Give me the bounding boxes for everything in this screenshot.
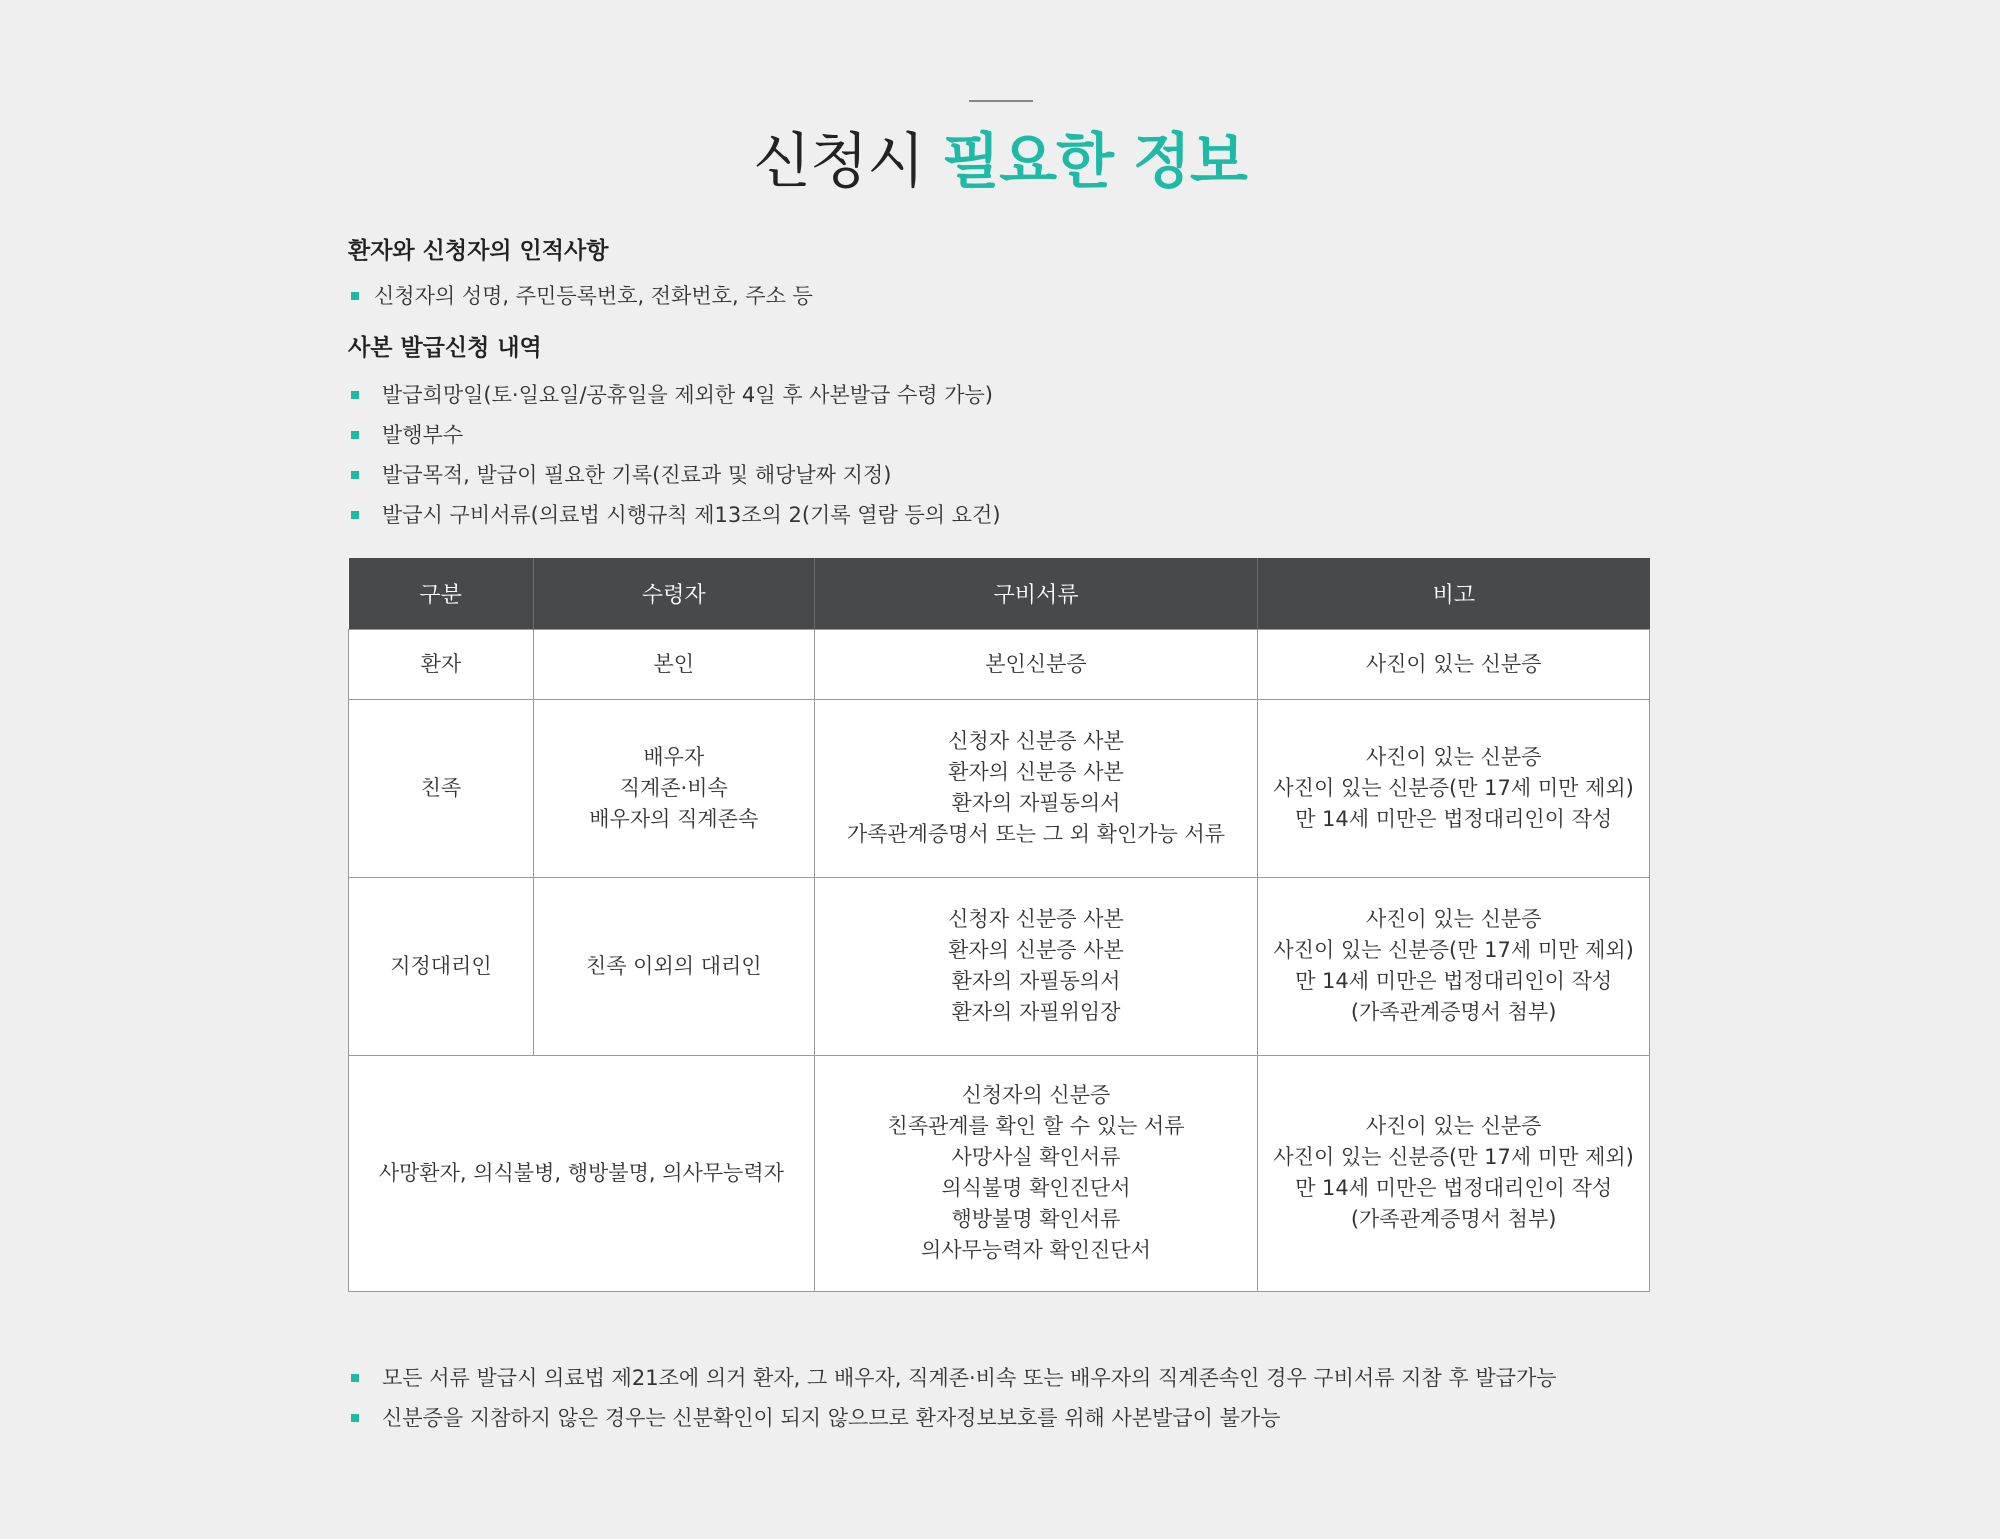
list-item-text: 신청자의 성명, 주민등록번호, 전화번호, 주소 등 [374,284,813,308]
cell-notes [1258,877,1650,1055]
cell-line: 본인신분증 [985,651,1087,676]
cell-line: 환자의 자필위임장 [951,1000,1121,1024]
cell-line: 의식불명 확인진단서 [941,1176,1131,1200]
cell-line: 환자의 자필동의서 [951,791,1121,815]
footnote-item [348,1358,1557,1398]
cell-line: 배우자의 직계존속 [589,806,759,831]
table-row [349,1055,1650,1291]
list-item [348,415,1001,455]
cell-line: 사진이 있는 신분증(만 17세 미만 제외) [1273,1145,1634,1169]
cell-line: 만 14세 미만은 법정대리인이 작성 [1295,1176,1613,1200]
cell-line: 가족관계증명서 또는 그 외 확인가능 서류 [846,822,1226,846]
list-item-text: 발급목적, 발급이 필요한 기록(진료과 및 해당날짜 지정) [382,463,892,487]
list-item [348,276,813,316]
cell-line: 환자의 신분증 사본 [948,938,1124,962]
cell-line: 신청자 신분증 사본 [948,729,1124,753]
cell-line: 사진이 있는 신분증(만 17세 미만 제외) [1273,938,1634,962]
bullet-square-icon [351,471,359,479]
header-category: 구분 [349,558,534,629]
cell-line: 환자의 자필동의서 [951,969,1121,993]
bullet-square-icon [351,431,359,439]
cell-line: 사진이 있는 신분증 [1365,907,1542,931]
cell-line: 친족 이외의 대리인 [585,953,762,978]
footnote-text: 모든 서류 발급시 의료법 제21조에 의거 환자, 그 배우자, 직계존·비속 또는 배우자의 직계존속인 경우 구비서류 지참 후 발급가능 [382,1366,1557,1390]
list-item [348,375,1001,415]
bullet-square-icon [351,292,359,300]
table-row [349,699,1650,877]
footnote-list [348,1358,1557,1438]
cell-line: 사진이 있는 신분증(만 17세 미만 제외) [1273,775,1634,800]
bullet-square-icon [351,391,359,399]
cell-notes [1258,629,1650,699]
table-header-row [349,558,1650,629]
cell-line: 본인 [653,651,695,676]
page-title [0,122,2000,202]
header-documents: 구비서류 [814,558,1258,629]
requirements-table [348,558,1650,1292]
cell-line: 사진이 있는 신분증 [1365,651,1542,676]
cell-line: 의사무능력자 확인진단서 [921,1238,1151,1262]
footnote-item [348,1398,1557,1438]
list-item-text: 발행부수 [382,423,464,447]
bullet-square-icon [351,511,359,519]
page-title-accent: 필요한 정보 [942,127,1247,197]
cell-recipient [533,877,814,1055]
list-item [348,455,1001,495]
copy-request-list [348,375,1001,535]
list-item [348,495,1001,535]
cell-line: 사진이 있는 신분증 [1365,1114,1542,1138]
cell-documents [814,699,1258,877]
section-heading-personal-info: 환자와 신청자의 인적사항 [348,238,609,264]
cell-category: 사망환자, 의식불병, 행방불명, 의사무능력자 [349,1055,815,1291]
cell-line: 배우자 [643,744,705,769]
cell-line: 사진이 있는 신분증 [1365,744,1542,769]
cell-notes [1258,699,1650,877]
list-item-text: 발급희망일(토·일요일/공휴일을 제외한 4일 후 사본발급 수령 가능) [382,383,993,407]
bullet-square-icon [351,1374,359,1382]
cell-line: 친족관계를 확인 할 수 있는 서류 [887,1114,1185,1138]
cell-line: (가족관계증명서 첨부) [1350,1207,1557,1231]
personal-info-list [348,276,813,316]
list-item-text: 발급시 구비서류(의료법 시행규칙 제13조의 2(기록 열람 등의 요건) [382,503,1001,527]
header-notes: 비고 [1258,558,1650,629]
table-row [349,877,1650,1055]
cell-line: 신청자의 신분증 [961,1083,1111,1107]
cell-category: 지정대리인 [349,877,534,1055]
section-heading-copy-request: 사본 발급신청 내역 [348,335,542,361]
cell-line: 환자의 신분증 사본 [948,760,1124,784]
cell-recipient [533,699,814,877]
cell-category: 친족 [349,699,534,877]
cell-documents [814,629,1258,699]
cell-line: 직계존·비속 [619,775,728,800]
cell-line: 신청자 신분증 사본 [948,907,1124,931]
cell-line: 사망사실 확인서류 [951,1145,1121,1169]
cell-recipient [533,629,814,699]
cell-line: 만 14세 미만은 법정대리인이 작성 [1295,806,1613,831]
page-title-normal: 신청시 [753,127,925,197]
header-recipient: 수령자 [533,558,814,629]
cell-documents [814,877,1258,1055]
bullet-square-icon [351,1414,359,1422]
cell-notes [1258,1055,1650,1291]
table-row [349,629,1650,699]
cell-documents [814,1055,1258,1291]
cell-line: 만 14세 미만은 법정대리인이 작성 [1295,969,1613,993]
footnote-text: 신분증을 지참하지 않은 경우는 신분확인이 되지 않으므로 환자정보보호를 위해 사본발급이 불가능 [382,1406,1281,1430]
cell-line: (가족관계증명서 첨부) [1350,1000,1557,1024]
title-divider [969,100,1033,102]
cell-line: 행방불명 확인서류 [951,1207,1121,1231]
cell-category: 환자 [349,629,534,699]
